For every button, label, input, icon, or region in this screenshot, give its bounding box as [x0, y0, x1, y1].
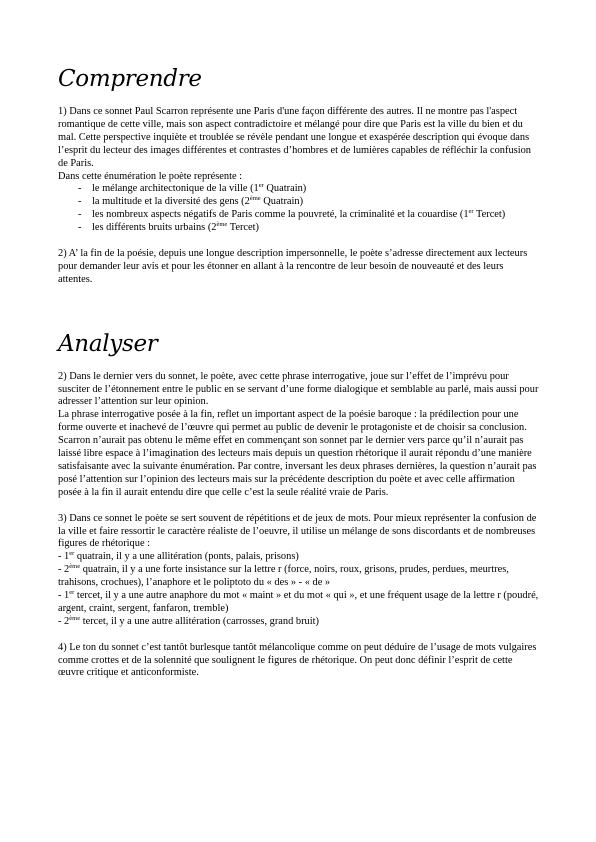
list-intro: Dans cette énumération le poète représente : [58, 170, 243, 182]
section-title-comprendre: Comprendre [58, 66, 202, 92]
list-item: - les différents bruits urbains (2ème Tercet) [58, 222, 540, 235]
paragraph: Scarron n’aurait pas obtenu le même effet en commençant son sonnet par le dernier vers parce qu’il n’aurait pas laissé libre espace à l’imagination des lecteurs mais depuis un question rhétorique il aurait répondu d’une manière satisfaisante avec la suivante énumération. Par contre, inversant les deux phrases dernières, la question n’aurait pas posé l’attention sur l’opinion des lecteurs mais sur la précédente description du poète et avec celle affirmation posée à la fin il aurait entendu dire que celle c’est la seule réalité vraie de Paris. [58, 435, 537, 498]
paragraph: 1) Dans ce sonnet Paul Scarron représente une Paris d'une façon différente des autres. Il ne montre pas l'aspect romantique de cette ville, mais son aspect contradictoire et mélangé pour dire que Paris est la ville du bien et du mal. Cette perspective inquiète et troublée se révèle pendant une longue et exaspérée description qui évoque dans l’esprit du lecteur des images différentes et contrastes d’hombres et de lumières capables de réfléchir la confusion de Paris. [58, 106, 531, 169]
figure-line: - 1er tercet, il y a une autre anaphore du mot « maint » et du mot « qui », et une fréquent usage de la lettre r (poudré, argent, craint, sergent, fanfaron, tremble) [58, 589, 539, 614]
paragraph: La phrase interrogative posée à la fin, reflet un important aspect de la poésie baroque : la prédilection pour une forme ouverte et inachevé de l’œuvre qui permet au public de devenir le protagoniste et de choisir sa conclusion. [58, 409, 527, 434]
figure-line: - 2ème tercet, il y a une autre allitération (carrosses, grand bruit) [58, 614, 319, 627]
paragraph: 2) A’ la fin de la poésie, depuis une longue description impersonnelle, le poète s’adresse directement aux lecteurs pour demander leur avis et pour les étonner en allant à la rencontre de leur besoin de nouveauté et des leurs attentes. [58, 247, 528, 285]
figure-line: - 2ème quatrain, il y a une forte insistance sur la lettre r (force, noirs, roux, grisons, prudes, perdues, meurtres, trahisons, crochues), l’anaphore et le poliptoto du « des » - « de » [58, 563, 509, 589]
paragraph: 4) Le ton du sonnet c’est tantôt burlesque tantôt mélancolique comme on peut déduire de l’usage de mots vulgaires comme crottes et de la solennité que soulignent le figures de rhétorique. On peut donc définir l’esprit de cette œuvre critique et anticonformiste. [58, 641, 537, 679]
paragraph: 2) Dans le dernier vers du sonnet, le poète, avec cette phrase interrogative, joue sur l’effet de l’imprévu pour susciter de l’étonnement entre le public en se servant d’une forme dialogique et semblable au parlé, mais aussi pour adresser l’attention sur leur opinion. [58, 370, 539, 408]
list-item: - les nombreux aspects négatifs de Paris comme la pouvreté, la criminalité et la couardise (1er Tercet) [58, 209, 540, 222]
figure-line: - 1er quatrain, il y a une allitération (ponts, palais, prisons) [58, 550, 299, 563]
paragraph: 3) Dans ce sonnet le poète se sert souvent de répétitions et de jeux de mots. Pour mieux représenter la confusion de la ville et faire ressortir le caractère réaliste de l’oeuvre, il utilise un mélange de sons discordants et de nombreuses figures de rhétorique : [58, 512, 537, 550]
list-item: - le mélange architectonique de la ville (1er Quatrain) [58, 183, 540, 196]
enumeration-list [58, 183, 540, 235]
list-item: - la multitude et la diversité des gens (2ème Quatrain) [58, 196, 540, 209]
section-title-analyser: Analyser [58, 330, 158, 357]
